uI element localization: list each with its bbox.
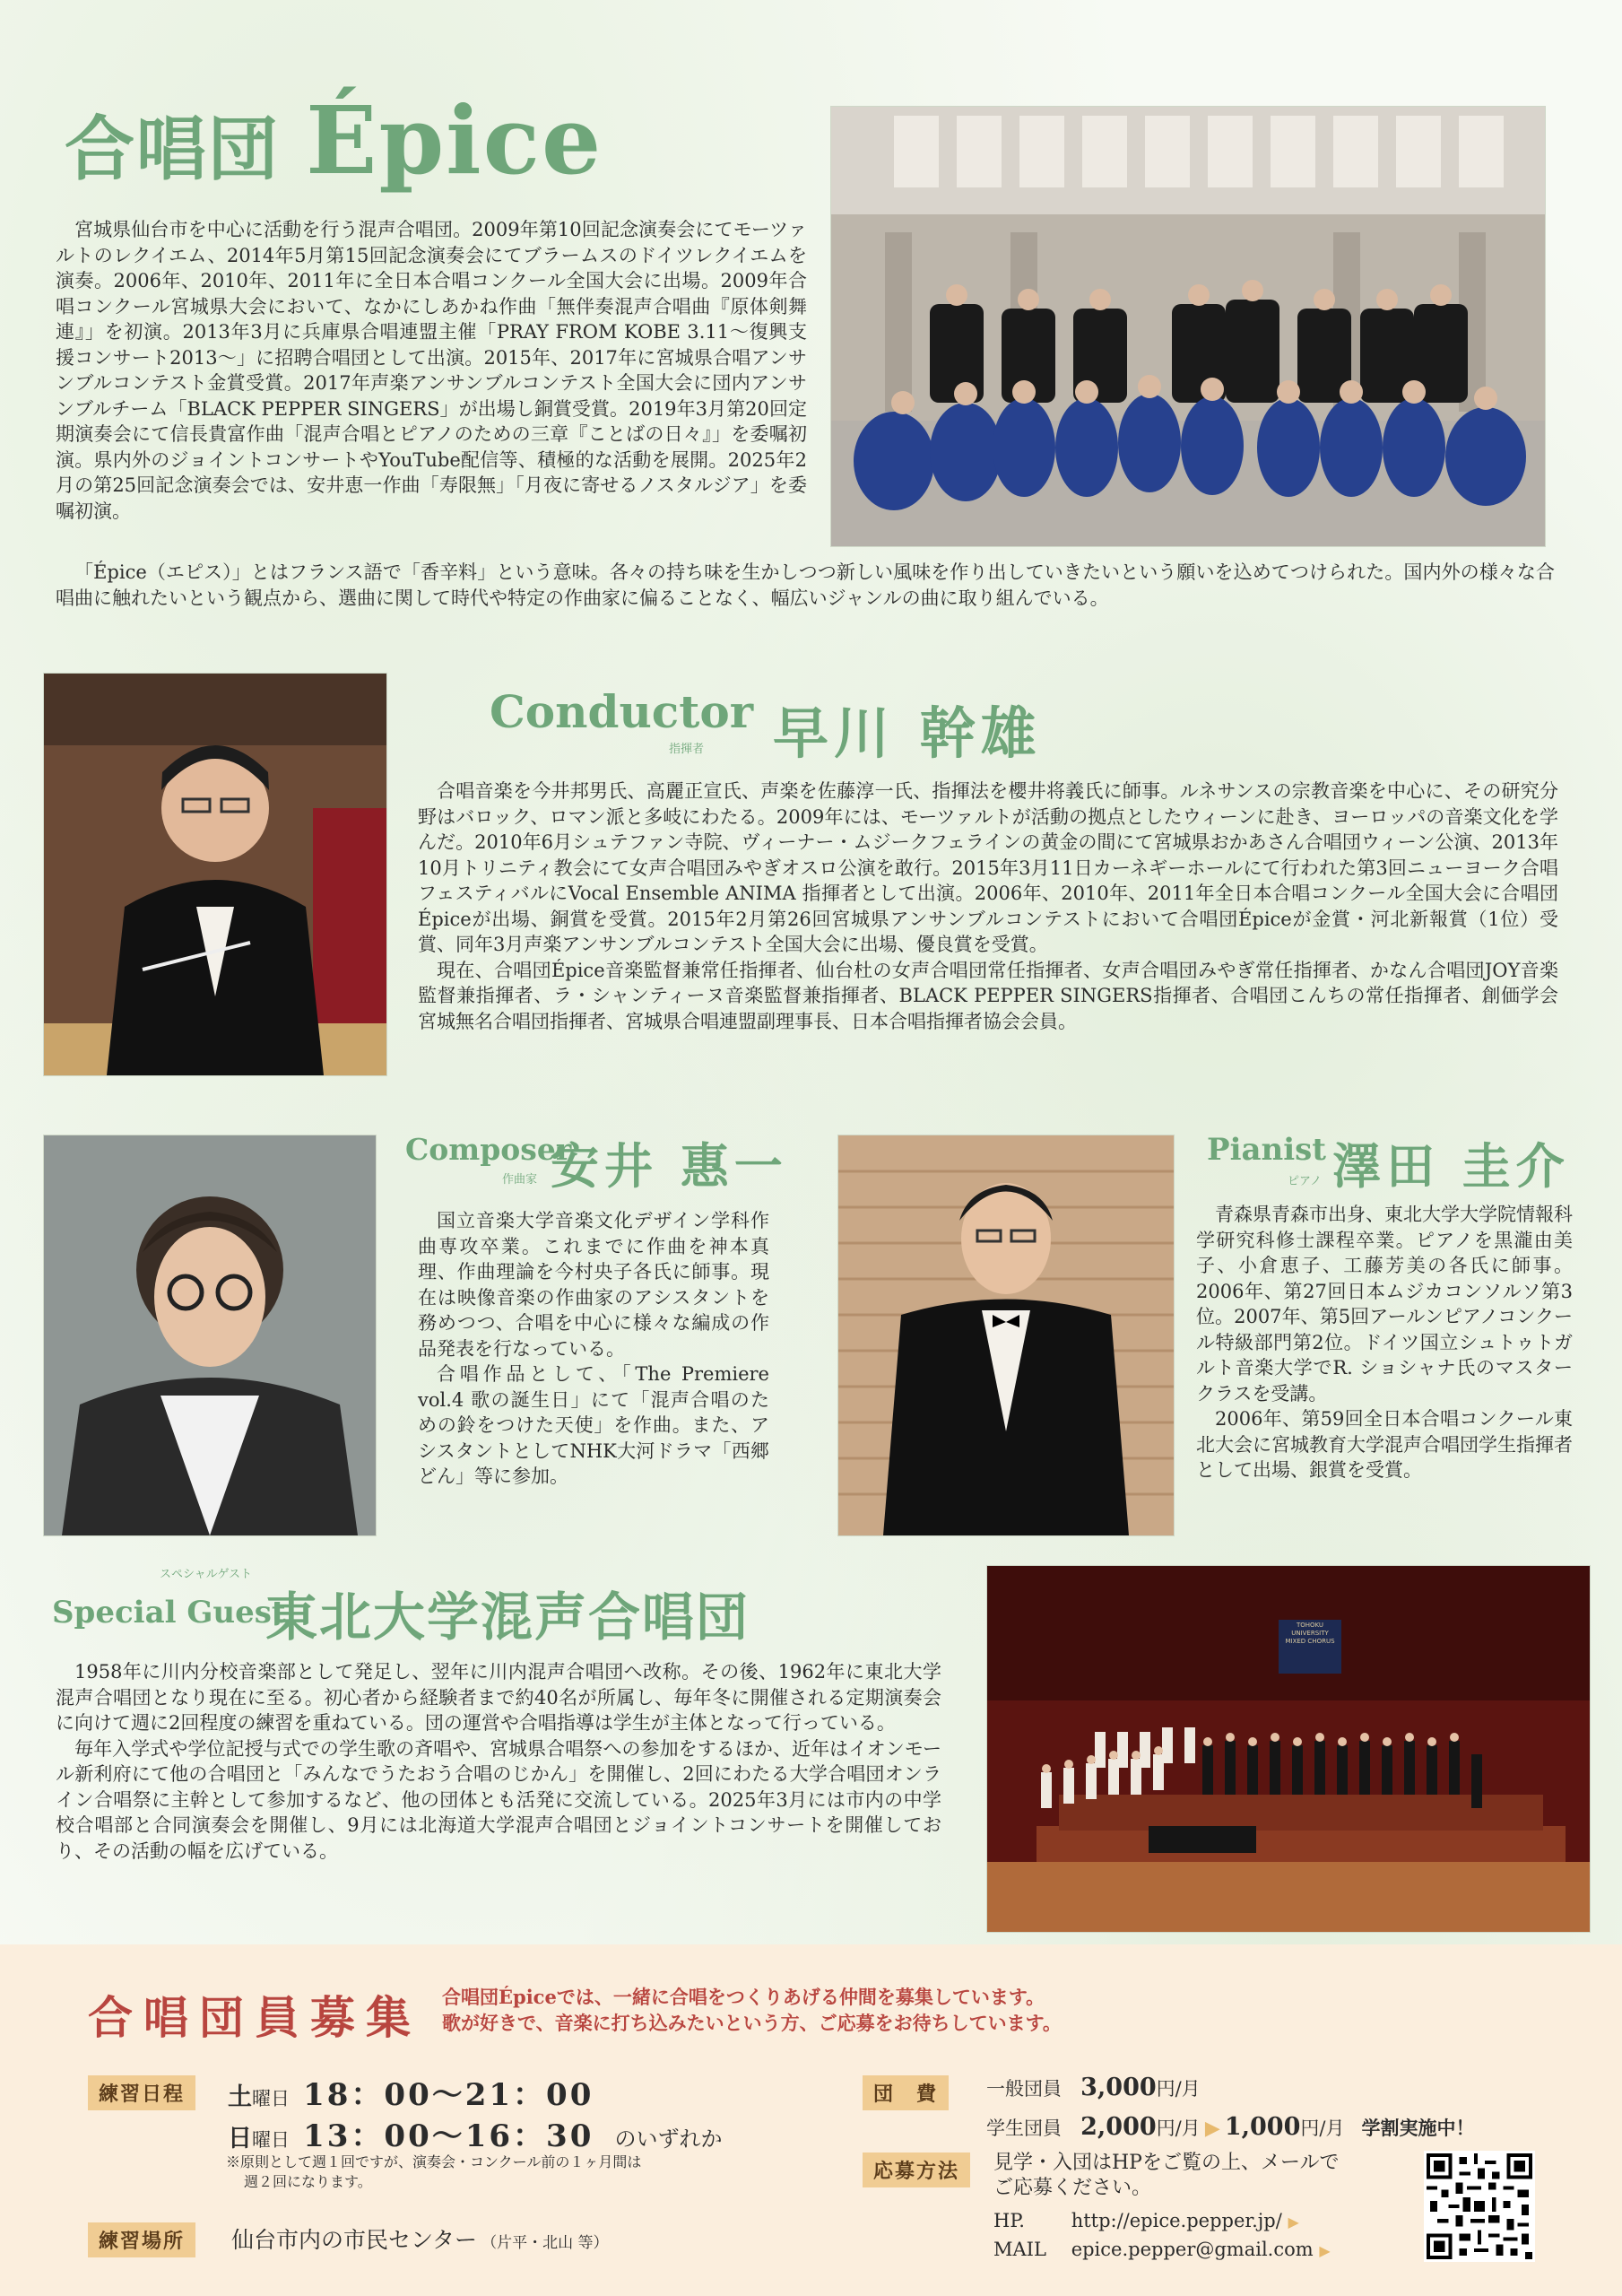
conductor-bio-1: 合唱音楽を今井邦男氏、高麗正宣氏、声楽を佐藤淳一氏、指揮法を櫻井将義氏に師事。ルネサンスの宗教音楽を中心に、その研究分野はバロック、ロマン派と多岐にわたる。2009年には、モーツァルトが活動の拠点としたウィーンに赴き、ヨーロッパの音楽文化を学んだ。2010年6月シュテファン寺院、ヴィーナー・ムジークフェラインの黄金の間にて宮城県おかあさん合唱団ウィーン公演、2013年10月トリニティ教会にて女声合唱団みやぎオスロ公演を敢行。2015年3月11日カーネギーホールにて行われた第3回ニューヨーク合唱フェスティバルにVocal Ensemble ANIMA 指揮者として出演。2006年、2010年、2011年全日本合唱コンクール全国大会に合唱団Épiceが出場、銅賞を受賞。2015年2月第26回宮城県アンサンブルコンテストにおいて合唱団Épiceが金賞・河北新報賞（1位）受賞、同年3月声楽アンサンブルコンテスト全国大会に出場、優良賞を受賞。 [418, 780, 1558, 955]
hp-link[interactable]: http://epice.pepper.jp/ [1071, 2210, 1282, 2231]
guest-bio-1: 1958年に川内分校音楽部として発足し、翌年に川内混声合唱団へ改称。その後、1962年に東北大学混声合唱団となり現在に至る。初心者から経験者まで約40名が所属し、毎年冬に開催される定期演奏会に向けて週に2回程度の練習を重ねている。団の運営や合唱指導は学生が主体となって行っている。 [56, 1661, 941, 1734]
fee-student [986, 2113, 1475, 2141]
conductor-photo [43, 673, 387, 1076]
guest-choir-photo [986, 1565, 1591, 1933]
composer-ruby: 作曲家 [502, 1173, 538, 1187]
recruit-lead-2: 歌が好きで、音楽に打ち込みたいという方、ご応募をお待ちしています。 [442, 2012, 1062, 2034]
guest-photo-banner: TOHOKU UNIVERSITY MIXED CHORUS [1285, 1622, 1335, 1645]
choir-title-latin: Épice [306, 85, 603, 196]
apply-text-2: ご応募ください。 [993, 2177, 1152, 2199]
choir-title [65, 85, 603, 196]
schedule-sunday [228, 2111, 722, 2155]
schedule-saturday [228, 2070, 594, 2114]
composer-bio [418, 1208, 769, 1490]
fee-general-unit: 円/月 [1156, 2078, 1201, 2100]
place-text: 仙台市内の市民センター [231, 2227, 478, 2253]
mail-label: MAIL [993, 2239, 1046, 2260]
sat-time: 18：00～21：00 [303, 2077, 594, 2113]
fee-general [986, 2074, 1201, 2101]
pianist-heading [1207, 1132, 1326, 1188]
apply-tag: 応募方法 [863, 2152, 970, 2187]
fee-student-amount: 2,000 [1080, 2113, 1157, 2141]
composer-label: Composer [405, 1132, 572, 1167]
pianist-name: 澤田 圭介 [1332, 1137, 1570, 1195]
guest-label: Special Guest [52, 1595, 286, 1631]
fee-general-amount: 3,000 [1080, 2074, 1157, 2101]
fee-discount: 学割実施中！ [1361, 2117, 1475, 2139]
pianist-bio-1: 青森県青森市出身、東北大学大学院情報科学研究科修士課程卒業。ピアノを黒瀧由美子、小倉恵子、工藤芳美の各氏に師事。2006年、第27回日本ムジカコンソルソ第3位。2007年、第5回アールンピアノコンクール特級部門第2位。ドイツ国立シュトゥトガルト音楽大学でR. ショシャナ氏のマスタークラスを受講。 [1196, 1204, 1573, 1405]
qr-code-icon[interactable] [1424, 2151, 1535, 2262]
pianist-bio [1196, 1202, 1573, 1483]
sun-time: 13：00～16：30 [303, 2118, 594, 2154]
composer-heading [405, 1132, 572, 1187]
conductor-bio-2: 現在、合唱団Épice音楽監督兼常任指揮者、仙台杜の女声合唱団常任指揮者、女声合唱団みやぎ常任指揮者、かなん合唱団JOY音楽監督兼指揮者、ラ・シャンティーヌ音楽監督兼指揮者、BLACK PEPPER SINGERS指揮者、合唱団こんちの常任指揮者、創価学会 宮城無名合唱団指揮者、宮城県合唱連盟副理事長、日本合唱指揮者協会会員。 [418, 959, 1577, 1032]
schedule-note [226, 2152, 641, 2192]
schedule-tag: 練習日程 [88, 2075, 195, 2110]
pianist-photo [837, 1135, 1175, 1536]
sun-day: 日 [228, 2125, 252, 2152]
schedule-either: のいずれか [614, 2126, 723, 2152]
pianist-bio-2: 2006年、第59回全日本合唱コンクール東北大会に宮城教育大学混声合唱団学生指揮者として出場、銀賞を受賞。 [1196, 1408, 1573, 1481]
composer-name: 安井 惠一 [551, 1137, 788, 1195]
pianist-label: Pianist [1207, 1132, 1326, 1168]
guest-bio [56, 1659, 941, 1864]
conductor-label: Conductor [490, 685, 754, 738]
sat-suffix: 曜日 [252, 2088, 290, 2109]
composer-photo [43, 1135, 377, 1536]
intro-text-2: 「Épice（エピス）」とはフランス語で「香辛料」という意味。各々の持ち味を生かしつつ新しい風味を作り出していきたいという願いを込めてつけられた。国内外の様々な合唱曲に触れたいという観点から、選曲に関して時代や特定の作曲家に偏ることなく、幅広いジャンルの曲に取り組んでいる。 [56, 561, 1555, 609]
arrow-right-icon: ▶ [1204, 2118, 1220, 2140]
fee-tag: 団 費 [863, 2075, 949, 2110]
recruit-lead-1: 合唱団Épiceでは、一緒に合唱をつくりあげる仲間を募集しています。 [442, 1986, 1045, 2008]
guest-bio-2: 毎年入学式や学位記授与式での学生歌の斉唱や、宮城県合唱祭への参加をするほか、近年はイオンモール新利府にて他の合唱団と「みんなでうたおう合唱のじかん」を開催し、2回にわたる大学合唱団オンライン合唱祭に主幹として参加するなど、他の団体とも活発に交流している。2025年3月には市内の中学校合唱部と合同演奏会を開催し、9月には北海道大学混声合唱団とジョイントコンサートを開催しており、その活動の幅を広げている。 [56, 1737, 941, 1862]
conductor-bio [418, 778, 1577, 1034]
guest-heading [52, 1568, 286, 1631]
sat-day: 土 [228, 2083, 252, 2111]
mail-link[interactable]: epice.pepper@gmail.com [1071, 2239, 1314, 2260]
composer-bio-1: 国立音楽大学音楽文化デザイン学科作曲専攻卒業。これまでに作曲を神本真理、作曲理論を今村央子各氏に師事。現在は映像音楽の作曲家のアシスタントを務めつつ、合唱を中心に様々な編成の作品発表を行なっている。 [418, 1210, 769, 1360]
choir-group-photo [830, 106, 1546, 547]
intro-paragraph-1 [56, 217, 807, 524]
apply-info [993, 2151, 1340, 2201]
fee-student-new-amount: 1,000 [1224, 2113, 1301, 2141]
place-sub: （片平・北山 等） [481, 2234, 609, 2252]
guest-ruby: スペシャルゲスト [160, 1568, 252, 1581]
recruit-title: 合唱団員募集 [88, 1991, 421, 2044]
arrow-right-icon: ▶ [1288, 2213, 1299, 2231]
arrow-right-icon: ▶ [1319, 2242, 1331, 2259]
sun-suffix: 曜日 [252, 2129, 290, 2151]
place-info [231, 2222, 609, 2255]
conductor-heading [490, 685, 754, 756]
fee-student-new-unit: 円/月 [1300, 2118, 1345, 2139]
fee-general-label: 一般団員 [986, 2078, 1062, 2100]
hp-label: HP. [993, 2210, 1025, 2231]
intro-text-1: 宮城県仙台市を中心に活動を行う混声合唱団。2009年第10回記念演奏会にてモーツァルトのレクイエム、2014年5月第15回記念演奏会にてブラームスのドイツレクイエムを演奏。2006年、2010年、2011年に全日本合唱コンクール全国大会に出場。2009年合唱コンクール宮城県大会において、なかにしあかね作曲「無伴奏混声合唱曲『原体剣舞連』」を初演。2013年3月に兵庫県合唱連盟主催「PRAY FROM KOBE 3.11～復興支援コンサート2013～」に招聘合唱団として出演。2015年、2017年に宮城県合唱アンサンブルコンテスト金賞受賞。2017年声楽アンサンブルコンテスト全国大会に団内アンサンブルチーム「BLACK PEPPER SINGERS」が出場し銅賞受賞。2019年3月第20回定期演奏会にて信長貴富作曲「混声合唱とピアノのための三章『ことばの日々』」を委嘱初演。県内外のジョイントコンサートやYouTube配信等、積極的な活動を展開。2025年2月の第25回記念演奏会では、安井恵一作曲「寿限無」「月夜に寄せるノスタルジア」を委嘱初演。 [56, 219, 807, 522]
fee-student-label: 学生団員 [986, 2118, 1062, 2139]
conductor-name: 早川 幹雄 [773, 700, 1042, 766]
guest-name: 東北大学混声合唱団 [265, 1587, 750, 1648]
place-tag: 練習場所 [88, 2222, 195, 2257]
apply-mail [993, 2239, 1331, 2260]
fee-student-unit: 円/月 [1156, 2118, 1201, 2139]
apply-text-1: 見学・入団はHPをご覧の上、メールで [993, 2152, 1340, 2174]
intro-paragraph-2 [56, 560, 1555, 611]
apply-hp [993, 2210, 1299, 2231]
pianist-ruby: ピアノ [1288, 1175, 1322, 1188]
conductor-ruby: 指揮者 [669, 743, 705, 756]
schedule-note-2: 週２回になります。 [244, 2173, 372, 2190]
composer-bio-2: 合唱作品として、「The Premiere vol.4 歌の誕生日」にて「混声合唱のための鈴をつけた天使」を作曲。また、アシスタントとしてNHK大河ドラマ「西郷どん」等に参加。 [418, 1363, 769, 1487]
schedule-note-1: ※原則として週１回ですが、演奏会・コンクール前の１ヶ月間は [226, 2153, 642, 2170]
recruit-lead [442, 1984, 1062, 2036]
choir-title-jp: 合唱団 [65, 109, 281, 190]
